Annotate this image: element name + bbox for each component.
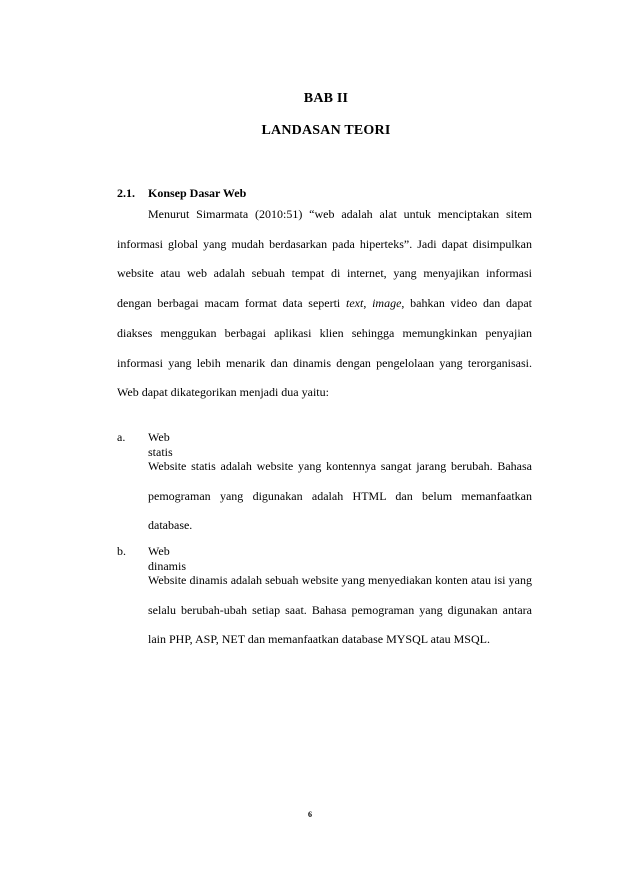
list-label-web-statis: Web statis xyxy=(148,430,173,459)
intro-text-part2: , bahkan video dan dapat diakses menggukan berbagai aplikasi klien sehingga memungkinkan penyajian informasi yang lebih menarik dan dinamis dengan pengelolaan yang terorganisasi. Web dapat dikategorikan menjadi dua yaitu: xyxy=(117,296,533,400)
chapter-label: BAB II xyxy=(303,91,349,106)
web-statis-description: Website statis adalah website yang kontennya sangat jarang berubah. Bahasa pemograman yang digunakan adalah HTML dan belum memanfaatkan database. xyxy=(148,459,532,533)
intro-separator: , xyxy=(363,296,373,311)
intro-paragraph xyxy=(117,200,532,408)
list-label-web-dinamis: Web dinamis xyxy=(148,544,186,573)
intro-italic-image: image xyxy=(372,296,402,311)
list-marker-b: b. xyxy=(117,544,126,558)
chapter-title: LANDASAN TEORI xyxy=(261,123,391,138)
section-heading xyxy=(117,186,246,201)
intro-italic-text: text xyxy=(346,296,364,311)
section-number: 2.1. xyxy=(117,186,135,200)
section-title: Konsep Dasar Web xyxy=(148,186,247,200)
page-number: 6 xyxy=(308,810,312,819)
web-dinamis-description: Website dinamis adalah sebuah website yang menyediakan konten atau isi yang selalu berubah-ubah setiap saat. Bahasa pemograman yang digunakan antara lain PHP, ASP, NET dan memanfaatkan database MYSQL atau MSQL. xyxy=(148,573,532,647)
list-marker-a: a. xyxy=(117,430,126,444)
intro-text-part1: Menurut Simarmata (2010:51) “web adalah alat untuk menciptakan sitem informasi global yang mudah berdasarkan pada hiperteks”. Jadi dapat disimpulkan website atau web adalah sebuah tempat di internet, yang menyajikan informasi dengan berbagai macam format data seperti xyxy=(117,207,532,311)
